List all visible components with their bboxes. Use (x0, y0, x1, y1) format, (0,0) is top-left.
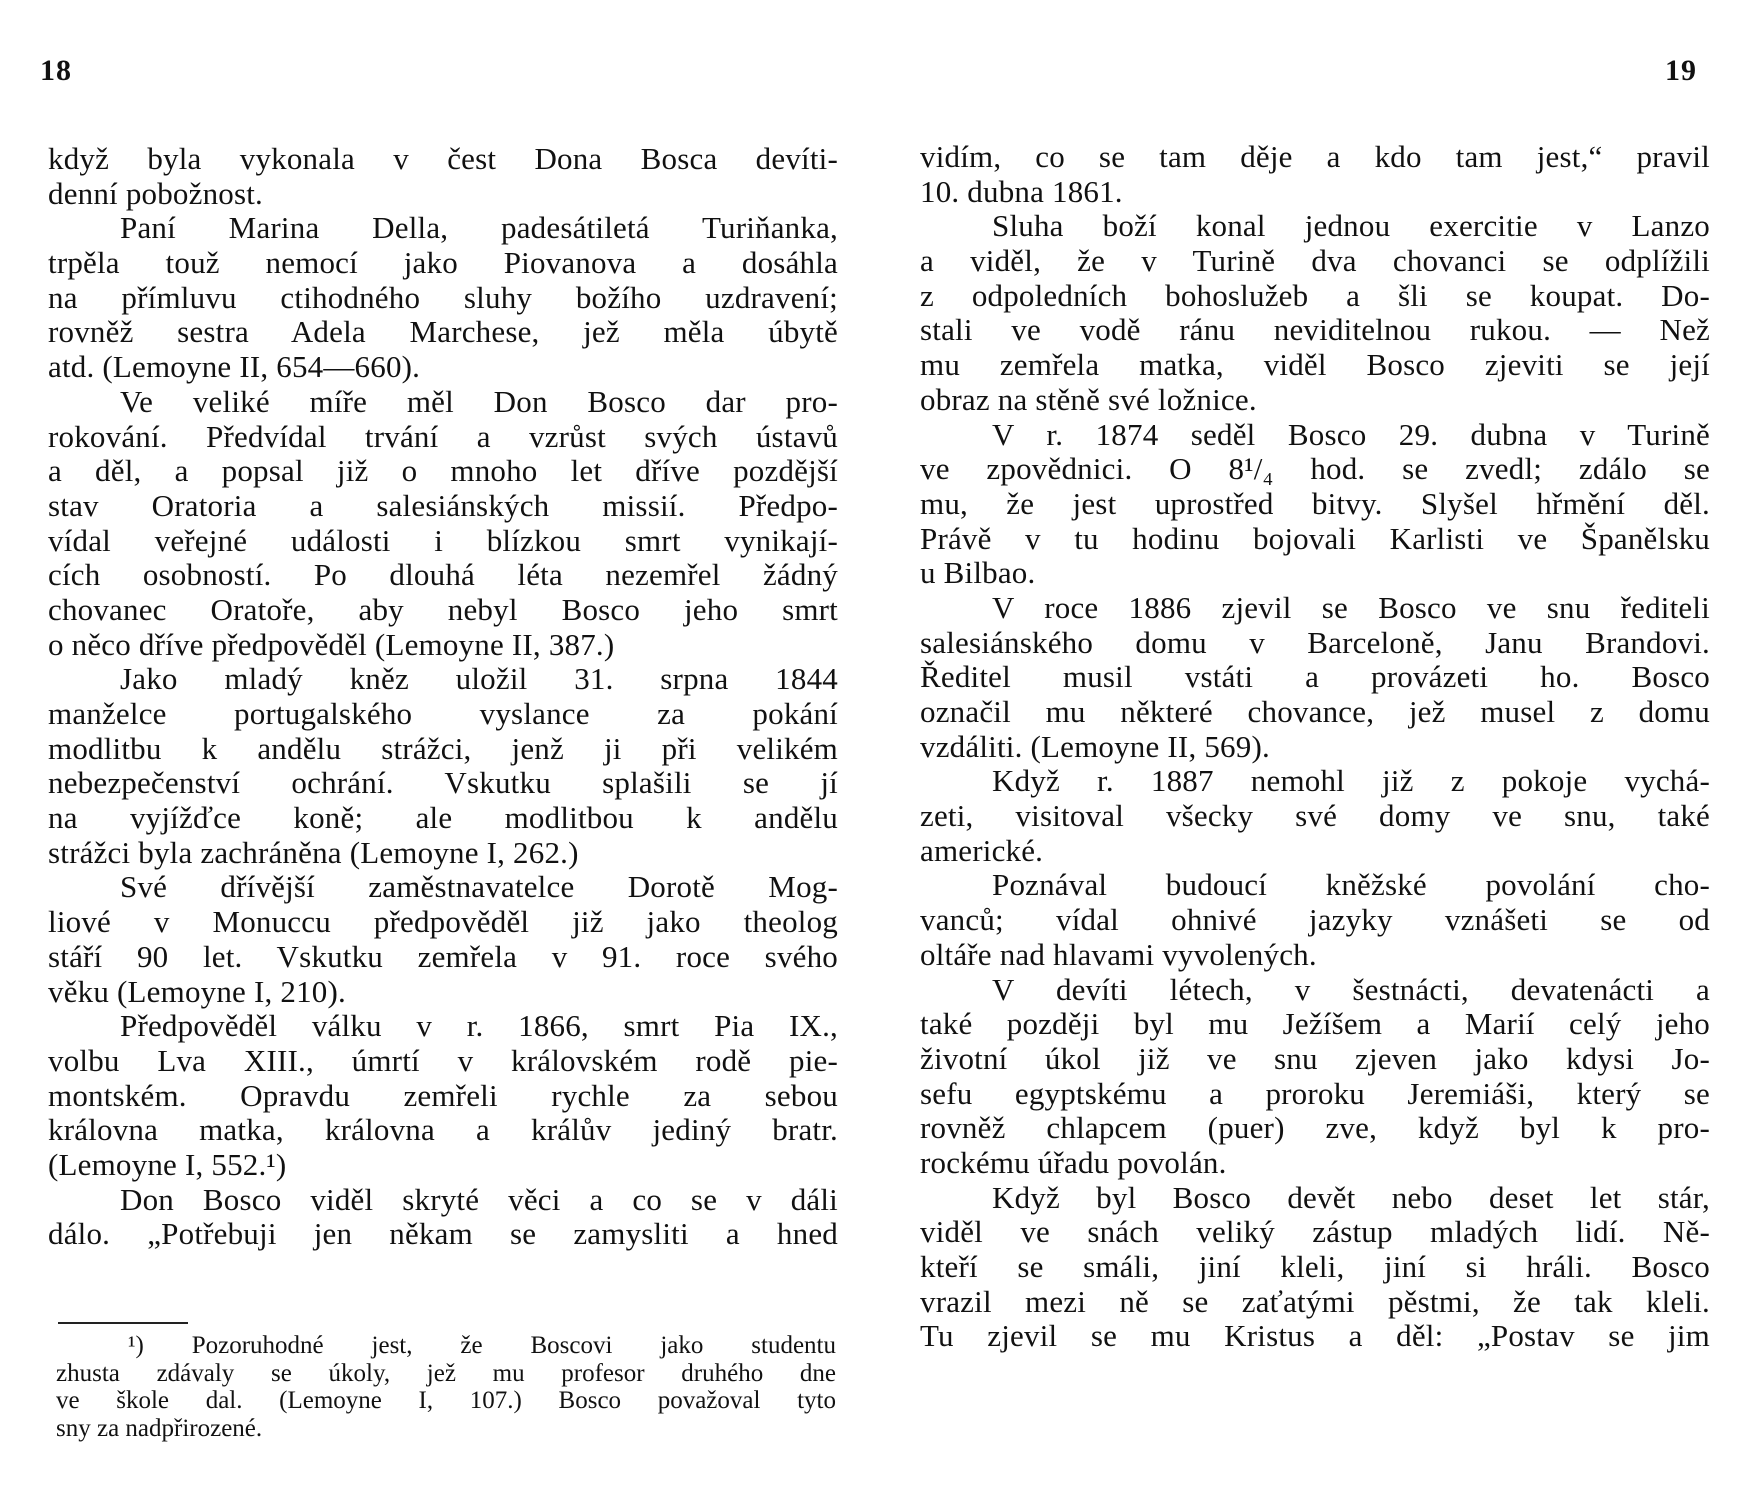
text-line: také později byl mu Ježíšem a Marií celý jeho (920, 1006, 1710, 1042)
text-line: ve zpovědnici. O 8¹/₄ hod. se zvedl; zdálo se (920, 451, 1710, 487)
text-line: modlitbu k andělu strážci, jenž ji při velikém (48, 730, 838, 766)
text-line: viděl ve snách veliký zástup mladých lidí. Ně- (920, 1214, 1710, 1250)
footnote (56, 1332, 836, 1442)
text-line: sny za nadpřirozené. (56, 1414, 263, 1442)
text-line: vrazil mezi ně se zaťatými pěstmi, že tak kleli. (920, 1283, 1710, 1319)
text-line: Ve veliké míře měl Don Bosco dar pro- (120, 383, 838, 419)
text-line: montském. Opravdu zemřeli rychle za sebou (48, 1077, 838, 1113)
text-line: na vyjížďce koně; ale modlitbou k andělu (48, 800, 838, 836)
text-line: V devíti létech, v šestnácti, devatenácti a (992, 971, 1710, 1007)
text-line: atd. (Lemoyne II, 654—660). (48, 349, 421, 385)
text-line: Když r. 1887 nemohl již z pokoje vychá- (992, 763, 1710, 799)
text-line: manželce portugalského vyslance za pokání (48, 696, 838, 731)
text-line: salesiánského domu v Barceloně, Janu Brandovi. (920, 624, 1710, 660)
text-line: obraz na stěně své ložnice. (920, 381, 1257, 417)
text-line: Don Bosco viděl skryté věci a co se v dáli (120, 1181, 838, 1217)
text-line: nebezpečenství ochrání. Vskutku splašili se jí (48, 765, 838, 801)
text-line: 10. dubna 1861. (920, 173, 1123, 209)
text-line: Právě v tu hodinu bojovali Karlisti ve Španělsku (920, 520, 1710, 556)
text-line: a viděl, že v Turině dva chovanci se odplížili (920, 243, 1710, 279)
text-line: Sluha boží konal jednou exercitie v Lanzo (992, 208, 1710, 244)
text-line: Své dřívější zaměstnavatelce Dorotě Mog- (120, 869, 838, 905)
text-line: Poznával budoucí kněžské povolání cho- (992, 867, 1710, 903)
text-line: mu zemřela matka, viděl Bosco zjeviti se její (920, 347, 1710, 383)
text-line: z odpoledních bohoslužeb a šli se koupat. Do- (920, 277, 1710, 313)
text-line: rovněž sestra Adela Marchese, jež měla úbytě (48, 314, 838, 350)
text-line: životní úkol již ve snu zjeven jako kdysi Jo- (920, 1040, 1710, 1076)
text-line: na přímluvu ctihodného sluhy božího uzdravení; (48, 279, 838, 315)
text-line: a děl, a popsal již o mnoho let dříve pozdější (48, 453, 838, 489)
text-line: ¹) Pozoruhodné jest, že Boscovi jako studentu (128, 1332, 836, 1359)
right-page-body (920, 140, 1710, 1354)
text-line: Když byl Bosco devět nebo deset let stár, (992, 1179, 1710, 1215)
text-line: liové v Monuccu předpověděl již jako theolog (48, 904, 838, 940)
text-line: královna matka, královna a králův jediný bratr. (48, 1112, 838, 1148)
right-page (873, 0, 1746, 1500)
text-line: trpěla touž nemocí jako Piovanova a dosáhla (48, 245, 838, 281)
footnote-divider (58, 1322, 188, 1324)
text-line: rokování. Předvídal trvání a vzrůst svých ústavů (48, 418, 838, 454)
text-line: zhusta zdávaly se úkoly, jež mu profesor druhého dne (56, 1359, 836, 1387)
text-line: chovanec Oratoře, aby nebyl Bosco jeho smrt (48, 591, 838, 627)
text-line: vanců; vídal ohnivé jazyky vznášeti se od (920, 902, 1710, 938)
text-line: V roce 1886 zjevil se Bosco ve snu řediteli (992, 589, 1710, 625)
text-line: označil mu některé chovance, jež musel z domu (920, 694, 1710, 729)
left-page-body (48, 142, 838, 1252)
text-line: rockému úřadu povolán. (920, 1144, 1227, 1180)
text-line: mu, že jest uprostřed bitvy. Slyšel hřmění děl. (920, 485, 1710, 521)
text-line: zeti, visitoval všecky své domy ve snu, také (920, 798, 1710, 834)
text-line: americké. (920, 832, 1044, 868)
text-line: vzdáliti. (Lemoyne II, 569). (920, 728, 1270, 764)
text-line: vídal veřejné události i blízkou smrt vynikají- (48, 522, 838, 558)
text-line: V r. 1874 seděl Bosco 29. dubna v Turině (992, 416, 1710, 452)
text-line: denní pobožnost. (48, 175, 264, 211)
text-line: vidím, co se tam děje a kdo tam jest,“ pravil (920, 139, 1710, 174)
text-line: volbu Lva XIII., úmrtí v královském rodě pie- (48, 1042, 838, 1078)
text-line: cích osobností. Po dlouhá léta nezemřel žádný (48, 557, 838, 593)
text-line: věku (Lemoyne I, 210). (48, 973, 346, 1009)
text-line: stáří 90 let. Vskutku zemřela v 91. roce svého (48, 938, 838, 974)
text-line: Ředitel musil vstáti a provázeti ho. Bosco (920, 659, 1710, 695)
text-line: dálo. „Potřebuji jen někam se zamysliti a hned (48, 1216, 838, 1252)
text-line: Předpověděl válku v r. 1866, smrt Pia IX., (120, 1008, 838, 1044)
text-line: kteří se smáli, jiní kleli, jiní si hráli. Bosco (920, 1249, 1710, 1284)
text-line: stali ve vodě ránu neviditelnou rukou. — Než (920, 312, 1710, 348)
text-line: sefu egyptskému a proroku Jeremiáši, který se (920, 1075, 1710, 1111)
text-line: Paní Marina Della, padesátiletá Turiňanka, (120, 210, 838, 246)
text-line: u Bilbao. (920, 555, 1036, 591)
text-line: Tu zjevil se mu Kristus a děl: „Postav se jim (920, 1318, 1710, 1354)
text-line: o něco dříve předpověděl (Lemoyne II, 387.) (48, 626, 615, 662)
text-line: strážci byla zachráněna (Lemoyne I, 262.) (48, 834, 579, 870)
text-line: rovněž chlapcem (puer) zve, když byl k pro- (920, 1110, 1710, 1146)
page-number-left: 18 (40, 54, 72, 87)
text-line: ve škole dal. (Lemoyne I, 107.) Bosco považoval tyto (56, 1387, 836, 1414)
text-line: stav Oratoria a salesiánských missií. Předpo- (48, 487, 838, 523)
page-number-right: 19 (1665, 54, 1697, 87)
text-line: Jako mladý kněz uložil 31. srpna 1844 (120, 661, 838, 697)
text-line: když byla vykonala v čest Dona Bosca devíti- (48, 141, 838, 176)
text-line: oltáře nad hlavami vyvolených. (920, 936, 1317, 972)
text-line: (Lemoyne I, 552.¹) (48, 1146, 287, 1182)
